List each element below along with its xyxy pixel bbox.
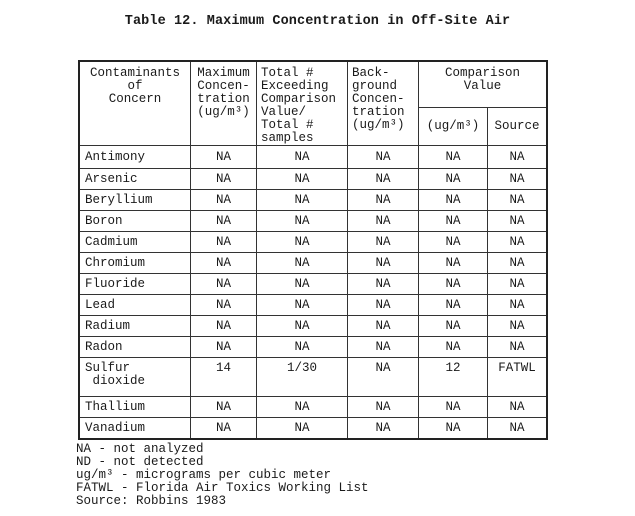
comparison-source-cell: NA — [488, 295, 548, 316]
table-row — [79, 232, 547, 253]
contaminant-name-cell: Beryllium — [79, 190, 191, 211]
comparison-source-cell: NA — [488, 337, 548, 358]
comparison-value-cell: NA — [419, 295, 488, 316]
background-concentration-cell: NA — [348, 295, 419, 316]
table-row — [79, 274, 547, 295]
background-concentration-cell: NA — [348, 169, 419, 190]
table-row — [79, 253, 547, 274]
contaminant-name-cell: Radium — [79, 316, 191, 337]
max-concentration-cell: 14 — [191, 358, 257, 397]
header-line: Concen- — [352, 92, 405, 106]
table-container — [78, 60, 548, 440]
header-comparison-source: Source — [488, 108, 548, 146]
header-line: ground — [352, 79, 398, 93]
max-concentration-cell: NA — [191, 397, 257, 418]
header-max-concentration — [191, 61, 257, 146]
total-exceeding-cell: NA — [257, 232, 348, 253]
background-concentration-cell: NA — [348, 274, 419, 295]
total-exceeding-cell: NA — [257, 190, 348, 211]
header-line: (ug/m³) — [197, 105, 250, 119]
max-concentration-cell: NA — [191, 169, 257, 190]
table-row — [79, 358, 547, 397]
total-exceeding-cell: NA — [257, 274, 348, 295]
comparison-value-cell: NA — [419, 232, 488, 253]
header-line: Exceeding — [261, 79, 329, 93]
comparison-value-cell: NA — [419, 397, 488, 418]
table-row — [79, 316, 547, 337]
comparison-source-cell: NA — [488, 316, 548, 337]
header-line: Total # — [261, 118, 314, 132]
table-body — [79, 146, 547, 440]
comparison-source-cell: NA — [488, 253, 548, 274]
background-concentration-cell: NA — [348, 358, 419, 397]
header-line: Total # — [261, 66, 314, 80]
table-row — [79, 190, 547, 211]
header-total-exceeding — [257, 61, 348, 146]
footnote-line: Source: Robbins 1983 — [76, 494, 227, 508]
header-line: Back- — [352, 66, 390, 80]
max-concentration-cell: NA — [191, 253, 257, 274]
comparison-value-cell: NA — [419, 316, 488, 337]
background-concentration-cell: NA — [348, 418, 419, 440]
background-concentration-cell: NA — [348, 211, 419, 232]
total-exceeding-cell: NA — [257, 169, 348, 190]
contaminant-name-cell: Sulfur dioxide — [79, 358, 191, 397]
contaminant-name-cell: Fluoride — [79, 274, 191, 295]
header-line: tration — [352, 105, 405, 119]
background-concentration-cell: NA — [348, 232, 419, 253]
comparison-source-cell: NA — [488, 274, 548, 295]
comparison-value-cell: NA — [419, 169, 488, 190]
contaminant-name-cell: Antimony — [79, 146, 191, 169]
footnote-line: FATWL - Florida Air Toxics Working List — [76, 481, 369, 495]
max-concentration-cell: NA — [191, 418, 257, 440]
contaminant-name-cell: Lead — [79, 295, 191, 316]
background-concentration-cell: NA — [348, 146, 419, 169]
header-line: Comparison — [444, 66, 520, 80]
max-concentration-cell: NA — [191, 295, 257, 316]
background-concentration-cell: NA — [348, 337, 419, 358]
header-line: (ug/m³) — [352, 118, 405, 132]
total-exceeding-cell: NA — [257, 316, 348, 337]
background-concentration-cell: NA — [348, 253, 419, 274]
table-title: Table 12. Maximum Concentration in Off-Site Air — [124, 14, 511, 29]
header-line: Value/ — [261, 105, 307, 119]
contaminant-name-cell: Thallium — [79, 397, 191, 418]
header-line: Concern — [108, 92, 162, 106]
comparison-value-cell: NA — [419, 253, 488, 274]
header-background — [348, 61, 419, 146]
comparison-value-cell: NA — [419, 146, 488, 169]
comparison-value-cell: NA — [419, 211, 488, 232]
header-line: Maximum — [197, 66, 250, 80]
header-comparison-ug: (ug/m³) — [419, 108, 488, 146]
table-row — [79, 418, 547, 440]
comparison-value-cell: NA — [419, 274, 488, 295]
header-contaminants — [79, 61, 191, 146]
footnote-line: NA - not analyzed — [76, 442, 204, 456]
contaminant-name-cell: Cadmium — [79, 232, 191, 253]
contaminant-name-cell: Chromium — [79, 253, 191, 274]
total-exceeding-cell: NA — [257, 397, 348, 418]
header-line: Value — [463, 79, 502, 93]
header-line: samples — [261, 131, 314, 145]
table-row — [79, 337, 547, 358]
total-exceeding-cell: 1/30 — [257, 358, 348, 397]
header-line: tration — [197, 92, 250, 106]
comparison-source-cell: NA — [488, 146, 548, 169]
comparison-value-cell: NA — [419, 190, 488, 211]
footnotes — [76, 443, 369, 508]
total-exceeding-cell: NA — [257, 418, 348, 440]
comparison-value-cell: NA — [419, 418, 488, 440]
comparison-source-cell: NA — [488, 397, 548, 418]
contaminant-name-cell: Boron — [79, 211, 191, 232]
table-row — [79, 169, 547, 190]
comparison-source-cell: NA — [488, 169, 548, 190]
max-concentration-cell: NA — [191, 146, 257, 169]
header-comparison-value — [419, 61, 548, 108]
max-concentration-cell: NA — [191, 316, 257, 337]
max-concentration-cell: NA — [191, 211, 257, 232]
background-concentration-cell: NA — [348, 316, 419, 337]
header-line: Contaminants — [89, 66, 180, 80]
contaminant-name-cell: Radon — [79, 337, 191, 358]
comparison-source-cell: NA — [488, 232, 548, 253]
header-line: Concen- — [197, 79, 250, 93]
max-concentration-cell: NA — [191, 274, 257, 295]
comparison-value-cell: NA — [419, 337, 488, 358]
comparison-source-cell: NA — [488, 190, 548, 211]
total-exceeding-cell: NA — [257, 211, 348, 232]
table-row — [79, 146, 547, 169]
footnote-line: ND - not detected — [76, 455, 204, 469]
max-concentration-cell: NA — [191, 190, 257, 211]
contaminant-name-cell: Arsenic — [79, 169, 191, 190]
total-exceeding-cell: NA — [257, 337, 348, 358]
total-exceeding-cell: NA — [257, 253, 348, 274]
total-exceeding-cell: NA — [257, 295, 348, 316]
background-concentration-cell: NA — [348, 190, 419, 211]
concentration-table — [78, 60, 548, 440]
comparison-source-cell: NA — [488, 211, 548, 232]
contaminant-name-cell: Vanadium — [79, 418, 191, 440]
footnote-line: ug/m³ - micrograms per cubic meter — [76, 468, 332, 482]
header-line: Comparison — [261, 92, 337, 106]
total-exceeding-cell: NA — [257, 146, 348, 169]
comparison-value-cell: 12 — [419, 358, 488, 397]
comparison-source-cell: NA — [488, 418, 548, 440]
comparison-source-cell: FATWL — [488, 358, 548, 397]
table-row — [79, 211, 547, 232]
background-concentration-cell: NA — [348, 397, 419, 418]
max-concentration-cell: NA — [191, 232, 257, 253]
table-row — [79, 295, 547, 316]
header-line: of — [127, 79, 143, 93]
max-concentration-cell: NA — [191, 337, 257, 358]
table-row — [79, 397, 547, 418]
